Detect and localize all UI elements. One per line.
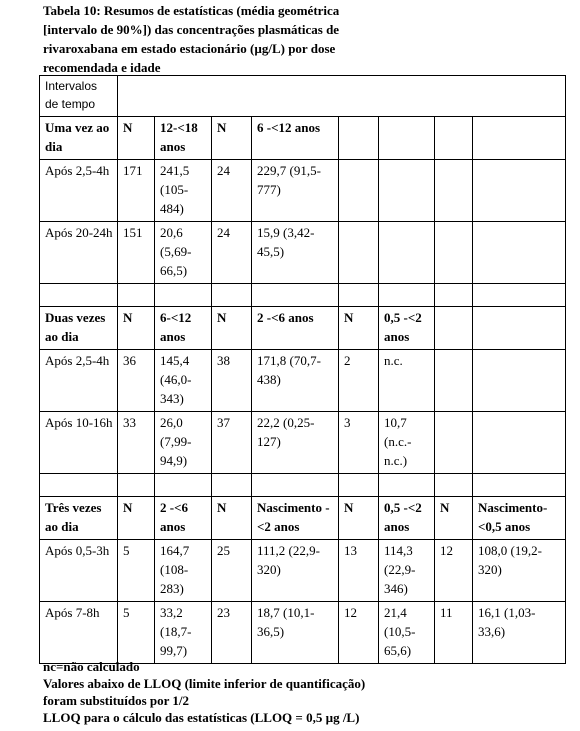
table-cell	[435, 160, 473, 222]
column-header	[435, 117, 473, 160]
table-cell: 11	[435, 602, 473, 664]
caption-line: rivaroxabana em estado estacionário (µg/L) por dose	[43, 41, 336, 56]
time-point-label: Após 20-24h	[40, 222, 118, 284]
footnote: LLOQ para o cálculo das estatísticas (LLOQ = 0,5 µg /L)	[43, 710, 360, 725]
column-header	[379, 117, 435, 160]
table-cell	[473, 474, 566, 497]
footnote: nc=não calculado	[43, 659, 140, 674]
table-cell	[379, 474, 435, 497]
table-cell	[473, 284, 566, 307]
table-cell: 5	[118, 602, 155, 664]
time-interval-label: Intervalos de tempo	[40, 76, 118, 117]
table-cell: 23	[212, 602, 252, 664]
table-cell	[473, 350, 566, 412]
time-point-label: Após 2,5-4h	[40, 350, 118, 412]
table-cell	[435, 284, 473, 307]
column-header	[435, 307, 473, 350]
column-header: N	[339, 497, 379, 540]
table-cell: n.c.	[379, 350, 435, 412]
table-row	[40, 412, 566, 474]
time-point-label: Após 10-16h	[40, 412, 118, 474]
table-cell	[252, 284, 339, 307]
column-header: N	[212, 117, 252, 160]
table-cell	[252, 474, 339, 497]
table-cell: 241,5 (105-484)	[155, 160, 212, 222]
column-header: N	[118, 497, 155, 540]
table-cell	[435, 412, 473, 474]
column-header: N	[435, 497, 473, 540]
table-cell	[473, 160, 566, 222]
caption-line: Tabela 10: Resumos de estatísticas (média geométrica	[43, 3, 340, 18]
column-header: N	[212, 307, 252, 350]
table-cell	[339, 474, 379, 497]
table-cell: 171	[118, 160, 155, 222]
column-header: 0,5 -<2 anos	[379, 497, 435, 540]
column-header	[339, 117, 379, 160]
table-cell: 16,1 (1,03-33,6)	[473, 602, 566, 664]
table-row	[40, 540, 566, 602]
column-header: 12-<18 anos	[155, 117, 212, 160]
table-cell	[118, 284, 155, 307]
table-cell: 2	[339, 350, 379, 412]
table-cell: 15,9 (3,42-45,5)	[252, 222, 339, 284]
table-cell: 111,2 (22,9-320)	[252, 540, 339, 602]
table-cell: 164,7 (108-283)	[155, 540, 212, 602]
time-point-label: Após 7-8h	[40, 602, 118, 664]
table-cell: 24	[212, 222, 252, 284]
table-cell: 10,7 (n.c.-n.c.)	[379, 412, 435, 474]
column-header: N	[118, 307, 155, 350]
table-cell: 145,4 (46,0-343)	[155, 350, 212, 412]
column-header: N	[212, 497, 252, 540]
table-row	[40, 602, 566, 664]
table-cell	[40, 474, 118, 497]
table-cell: 22,2 (0,25-127)	[252, 412, 339, 474]
spacer-row	[40, 284, 566, 307]
column-header: N	[118, 117, 155, 160]
table-cell: 21,4 (10,5-65,6)	[379, 602, 435, 664]
column-header: 2 -<6 anos	[155, 497, 212, 540]
caption-line: recomendada e idade	[43, 60, 161, 75]
table-cell	[339, 284, 379, 307]
table-cell: 37	[212, 412, 252, 474]
table-row	[40, 350, 566, 412]
table-cell	[473, 412, 566, 474]
spacer-row	[40, 474, 566, 497]
table-cell: 36	[118, 350, 155, 412]
column-header: 0,5 -<2 anos	[379, 307, 435, 350]
footnotes	[43, 658, 443, 726]
dosing-regimen-label: Duas vezes ao dia	[40, 307, 118, 350]
time-point-label: Após 2,5-4h	[40, 160, 118, 222]
table-cell: 13	[339, 540, 379, 602]
table-cell: 33	[118, 412, 155, 474]
table-cell	[212, 284, 252, 307]
column-header	[473, 117, 566, 160]
table-cell: 114,3 (22,9-346)	[379, 540, 435, 602]
dosing-header-row	[40, 117, 566, 160]
table-cell: 38	[212, 350, 252, 412]
table-cell: 26,0 (7,99-94,9)	[155, 412, 212, 474]
column-header: Nascimento-<0,5 anos	[473, 497, 566, 540]
caption-line: [intervalo de 90%]) das concentrações plasmáticas de	[43, 22, 340, 37]
table-row	[40, 222, 566, 284]
table-cell: 151	[118, 222, 155, 284]
table-cell	[40, 284, 118, 307]
table-cell: 229,7 (91,5-777)	[252, 160, 339, 222]
table-cell	[339, 160, 379, 222]
table-caption	[43, 1, 383, 77]
table-cell: 171,8 (70,7-438)	[252, 350, 339, 412]
table-cell	[118, 474, 155, 497]
concentration-table	[39, 75, 566, 664]
time-interval-header-row	[40, 76, 566, 117]
table-cell	[435, 474, 473, 497]
table-cell: 20,6 (5,69-66,5)	[155, 222, 212, 284]
column-header: 2 -<6 anos	[252, 307, 339, 350]
table-row	[40, 160, 566, 222]
column-header: 6-<12 anos	[155, 307, 212, 350]
table-cell	[155, 284, 212, 307]
table-cell	[473, 222, 566, 284]
table-cell: 3	[339, 412, 379, 474]
table-cell	[379, 222, 435, 284]
column-header: N	[339, 307, 379, 350]
footnote: Valores abaixo de LLOQ (limite inferior de quantificação)	[43, 676, 366, 691]
column-header: 6 -<12 anos	[252, 117, 339, 160]
table-cell	[339, 222, 379, 284]
table-cell: 12	[339, 602, 379, 664]
table-cell	[155, 474, 212, 497]
table-cell	[379, 284, 435, 307]
table-cell	[435, 350, 473, 412]
column-header: Nascimento -<2 anos	[252, 497, 339, 540]
dosing-header-row	[40, 497, 566, 540]
footnote: foram substituídos por 1/2	[43, 693, 190, 708]
table-cell: 18,7 (10,1-36,5)	[252, 602, 339, 664]
table-cell: 108,0 (19,2-320)	[473, 540, 566, 602]
table-cell	[118, 76, 566, 117]
table-cell: 24	[212, 160, 252, 222]
dosing-header-row	[40, 307, 566, 350]
table-cell	[435, 222, 473, 284]
table-cell	[212, 474, 252, 497]
table-cell: 5	[118, 540, 155, 602]
dosing-regimen-label: Três vezes ao dia	[40, 497, 118, 540]
table-cell: 12	[435, 540, 473, 602]
table-cell	[379, 160, 435, 222]
table-cell: 25	[212, 540, 252, 602]
time-point-label: Após 0,5-3h	[40, 540, 118, 602]
column-header	[473, 307, 566, 350]
dosing-regimen-label: Uma vez ao dia	[40, 117, 118, 160]
table-cell: 33,2 (18,7-99,7)	[155, 602, 212, 664]
